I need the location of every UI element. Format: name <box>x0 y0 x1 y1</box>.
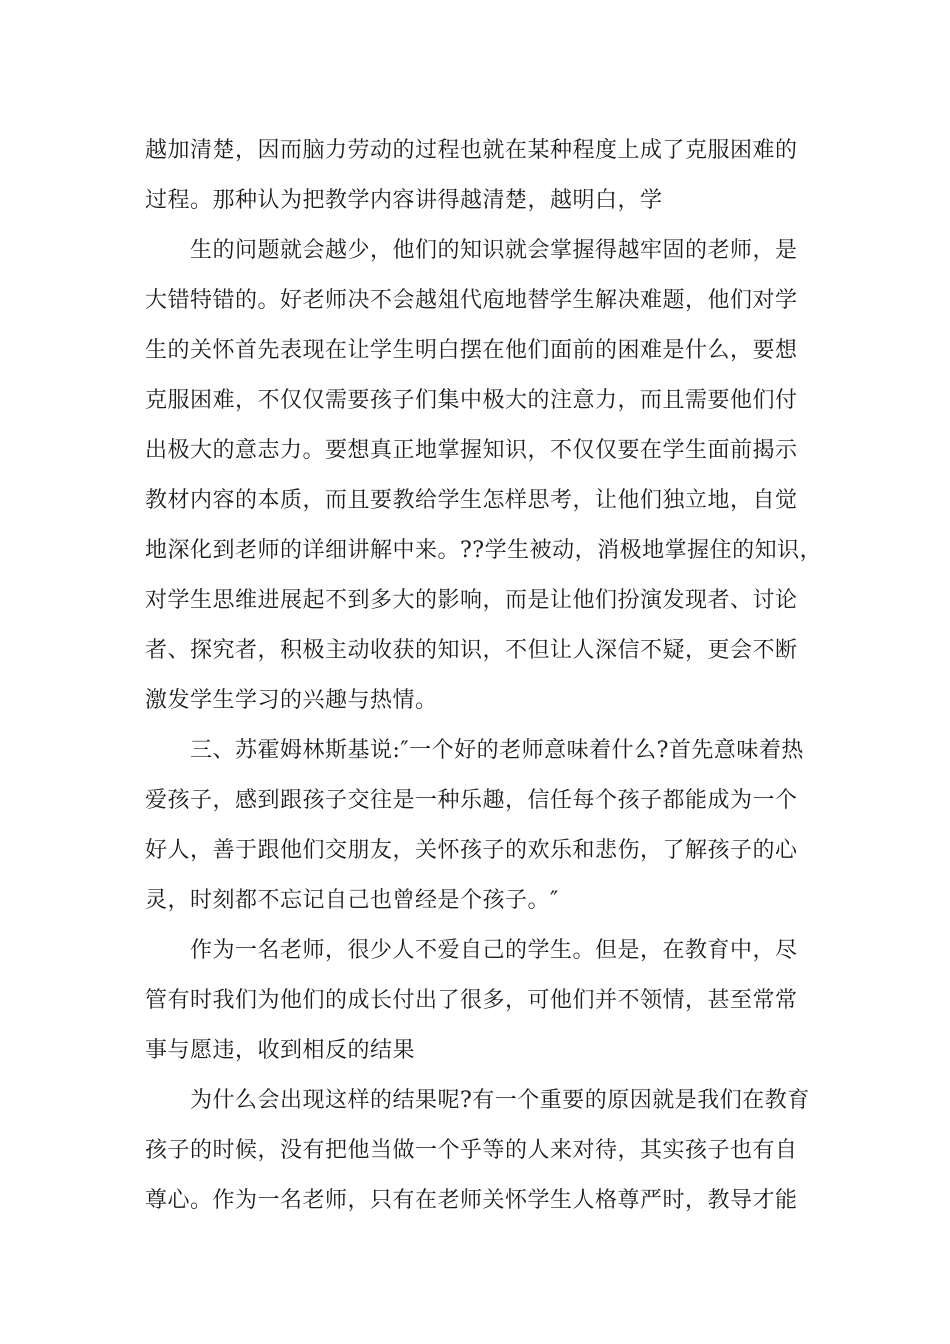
text-line: 孩子的时候，没有把他当做一个乎等的人来对待，其实孩子也有自 <box>145 1138 798 1163</box>
text-line: 出极大的意志力。要想真正地掌握知识，不仅仅要在学生面前揭示 <box>145 438 798 463</box>
text-line: 激发学生学习的兴趣与热情。 <box>145 688 438 713</box>
text-line: 管有时我们为他们的成长付出了很多，可他们并不领情，甚至常常 <box>145 988 798 1013</box>
text-line: 生的关怀首先表现在让学生明白摆在他们面前的困难是什么，要想 <box>145 338 798 363</box>
text-line: 尊心。作为一名老师，只有在老师关怀学生人格尊严时，教导才能 <box>145 1188 798 1213</box>
text-line: 为什么会出现这样的结果呢?有一个重要的原因就是我们在教育 <box>190 1088 810 1113</box>
text-line: 对学生思维进展起不到多大的影响，而是让他们扮演发现者、讨论 <box>145 588 798 613</box>
text-line: 教材内容的本质，而且要教给学生怎样思考，让他们独立地，自觉 <box>145 488 798 513</box>
text-line: 大错特错的。好老师决不会越俎代庖地替学生解决难题，他们对学 <box>145 288 798 313</box>
text-line: 者、探究者，积极主动收获的知识，不但让人深信不疑，更会不断 <box>145 638 798 663</box>
text-line: 作为一名老师，很少人不爱自己的学生。但是，在教育中，尽 <box>190 938 798 963</box>
text-line: 地深化到老师的详细讲解中来。??学生被动，消极地掌握住的知识， <box>145 538 823 563</box>
text-line: 克服困难，不仅仅需要孩子们集中极大的注意力，而且需要他们付 <box>145 388 798 413</box>
text-line: 三、苏霍姆林斯基说:″一个好的老师意味着什么?首先意味着热 <box>190 738 804 763</box>
text-line: 爱孩子，感到跟孩子交往是一种乐趣，信任每个孩子都能成为一个 <box>145 788 798 813</box>
text-line: 越加清楚，因而脑力劳动的过程也就在某种程度上成了克服困难的 <box>145 138 798 163</box>
text-line: 生的问题就会越少，他们的知识就会掌握得越牢固的老师，是 <box>190 238 798 263</box>
text-line: 过程。那种认为把教学内容讲得越清楚，越明白，学 <box>145 188 663 213</box>
text-line: 事与愿违，收到相反的结果 <box>145 1038 416 1063</box>
text-line: 好人，善于跟他们交朋友，关怀孩子的欢乐和悲伤，了解孩子的心 <box>145 838 798 863</box>
text-line: 灵，时刻都不忘记自己也曾经是个孩子。″ <box>145 888 559 913</box>
